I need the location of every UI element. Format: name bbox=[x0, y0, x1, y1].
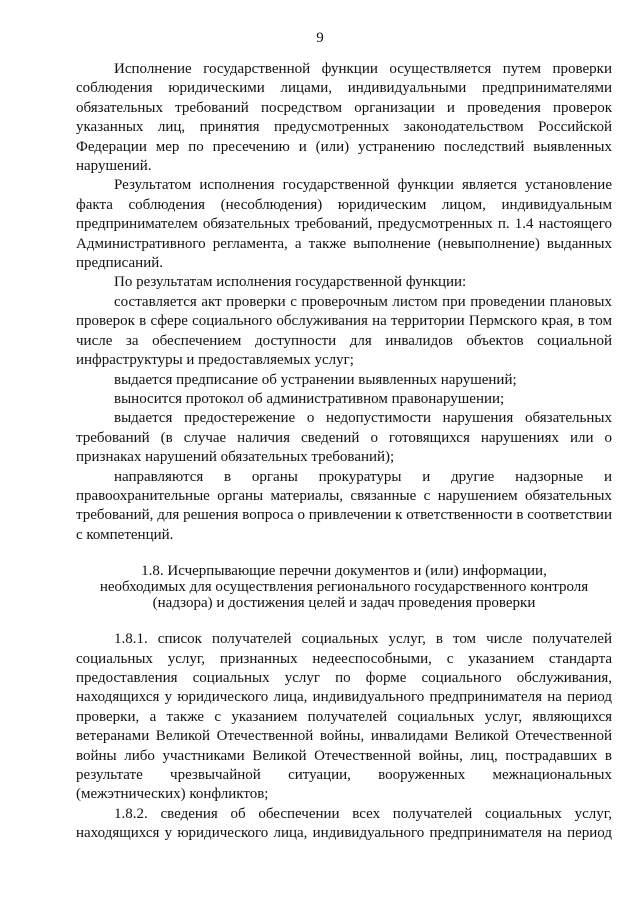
paragraph: выносится протокол об административном правонарушении; bbox=[114, 390, 505, 407]
paragraph: выдается предостережение о недопустимости нарушения обязательных требований (в случае наличия сведений о готовящихся нарушениях или о признаках нарушений обязательных требований); bbox=[76, 410, 612, 466]
section-heading-line: необходимых для осуществления регионального государственного контроля bbox=[99, 579, 589, 596]
section-heading-line: 1.8. Исчерпывающие перечни документов и (или) информации, bbox=[141, 563, 547, 580]
paragraph: 1.8.1. список получателей социальных услуг, в том числе получателей социальных услуг, признанных недееспособными, с указанием стандарта предоставления социальных услуг по форме социального обслуживания, находящихся у юридического лица, индивидуального предпринимателя на период проверки, а также с указанием получателей социальных услуг, являющихся ветеранами Великой Отечественной войны, инвалидами Великой Отечественной войны либо участниками Великой Отечественной войны, лиц, пострадавших в результате чрезвычайной ситуации, вооруженных межнациональных (межэтнических) конфликтов; bbox=[76, 631, 612, 803]
page-number: 9 bbox=[316, 30, 324, 46]
paragraph: направляются в органы прокуратуры и другие надзорные и правоохранительные органы материалы, связанные с нарушением обязательных требований, для решения вопроса о привлечении к ответственности в соответствии с компетенций. bbox=[76, 468, 612, 543]
document-body bbox=[76, 60, 612, 844]
paragraph: выдается предписание об устранении выявленных нарушений; bbox=[114, 371, 517, 388]
section-heading-line: (надзора) и достижения целей и задач проведения проверки bbox=[152, 595, 536, 612]
paragraph: составляется акт проверки с проверочным листом при проведении плановых проверок в сфере социального обслуживания на территории Пермского края, в том числе за обеспечением доступности для инвалидов объектов социальной инфраструктуры и предоставляемых услуг; bbox=[76, 293, 612, 369]
paragraph: 1.8.2. сведения об обеспечении всех получателей социальных услуг, находящихся у юридического лица, индивидуального предпринимателя на период bbox=[76, 805, 612, 842]
paragraph: Исполнение государственной функции осуществляется путем проверки соблюдения юридическими лицами, индивидуальными предпринимателями обязательных требований посредством организации и проведения проверок указанных лиц, принятия предусмотренных законодательством Российской Федерации мер по пресечению и (или) устранению последствий выявленных нарушений. bbox=[76, 61, 612, 175]
paragraph: Результатом исполнения государственной функции является установление факта соблюдения (несоблюдения) юридическим лицом, индивидуальным предпринимателем обязательных требований, предусмотренных п. 1.4 настоящего Административного регламента, а также выполнение (невыполнение) выданных предписаний. bbox=[76, 177, 612, 272]
section-heading bbox=[76, 563, 612, 611]
paragraph: По результатам исполнения государственной функции: bbox=[114, 274, 467, 291]
